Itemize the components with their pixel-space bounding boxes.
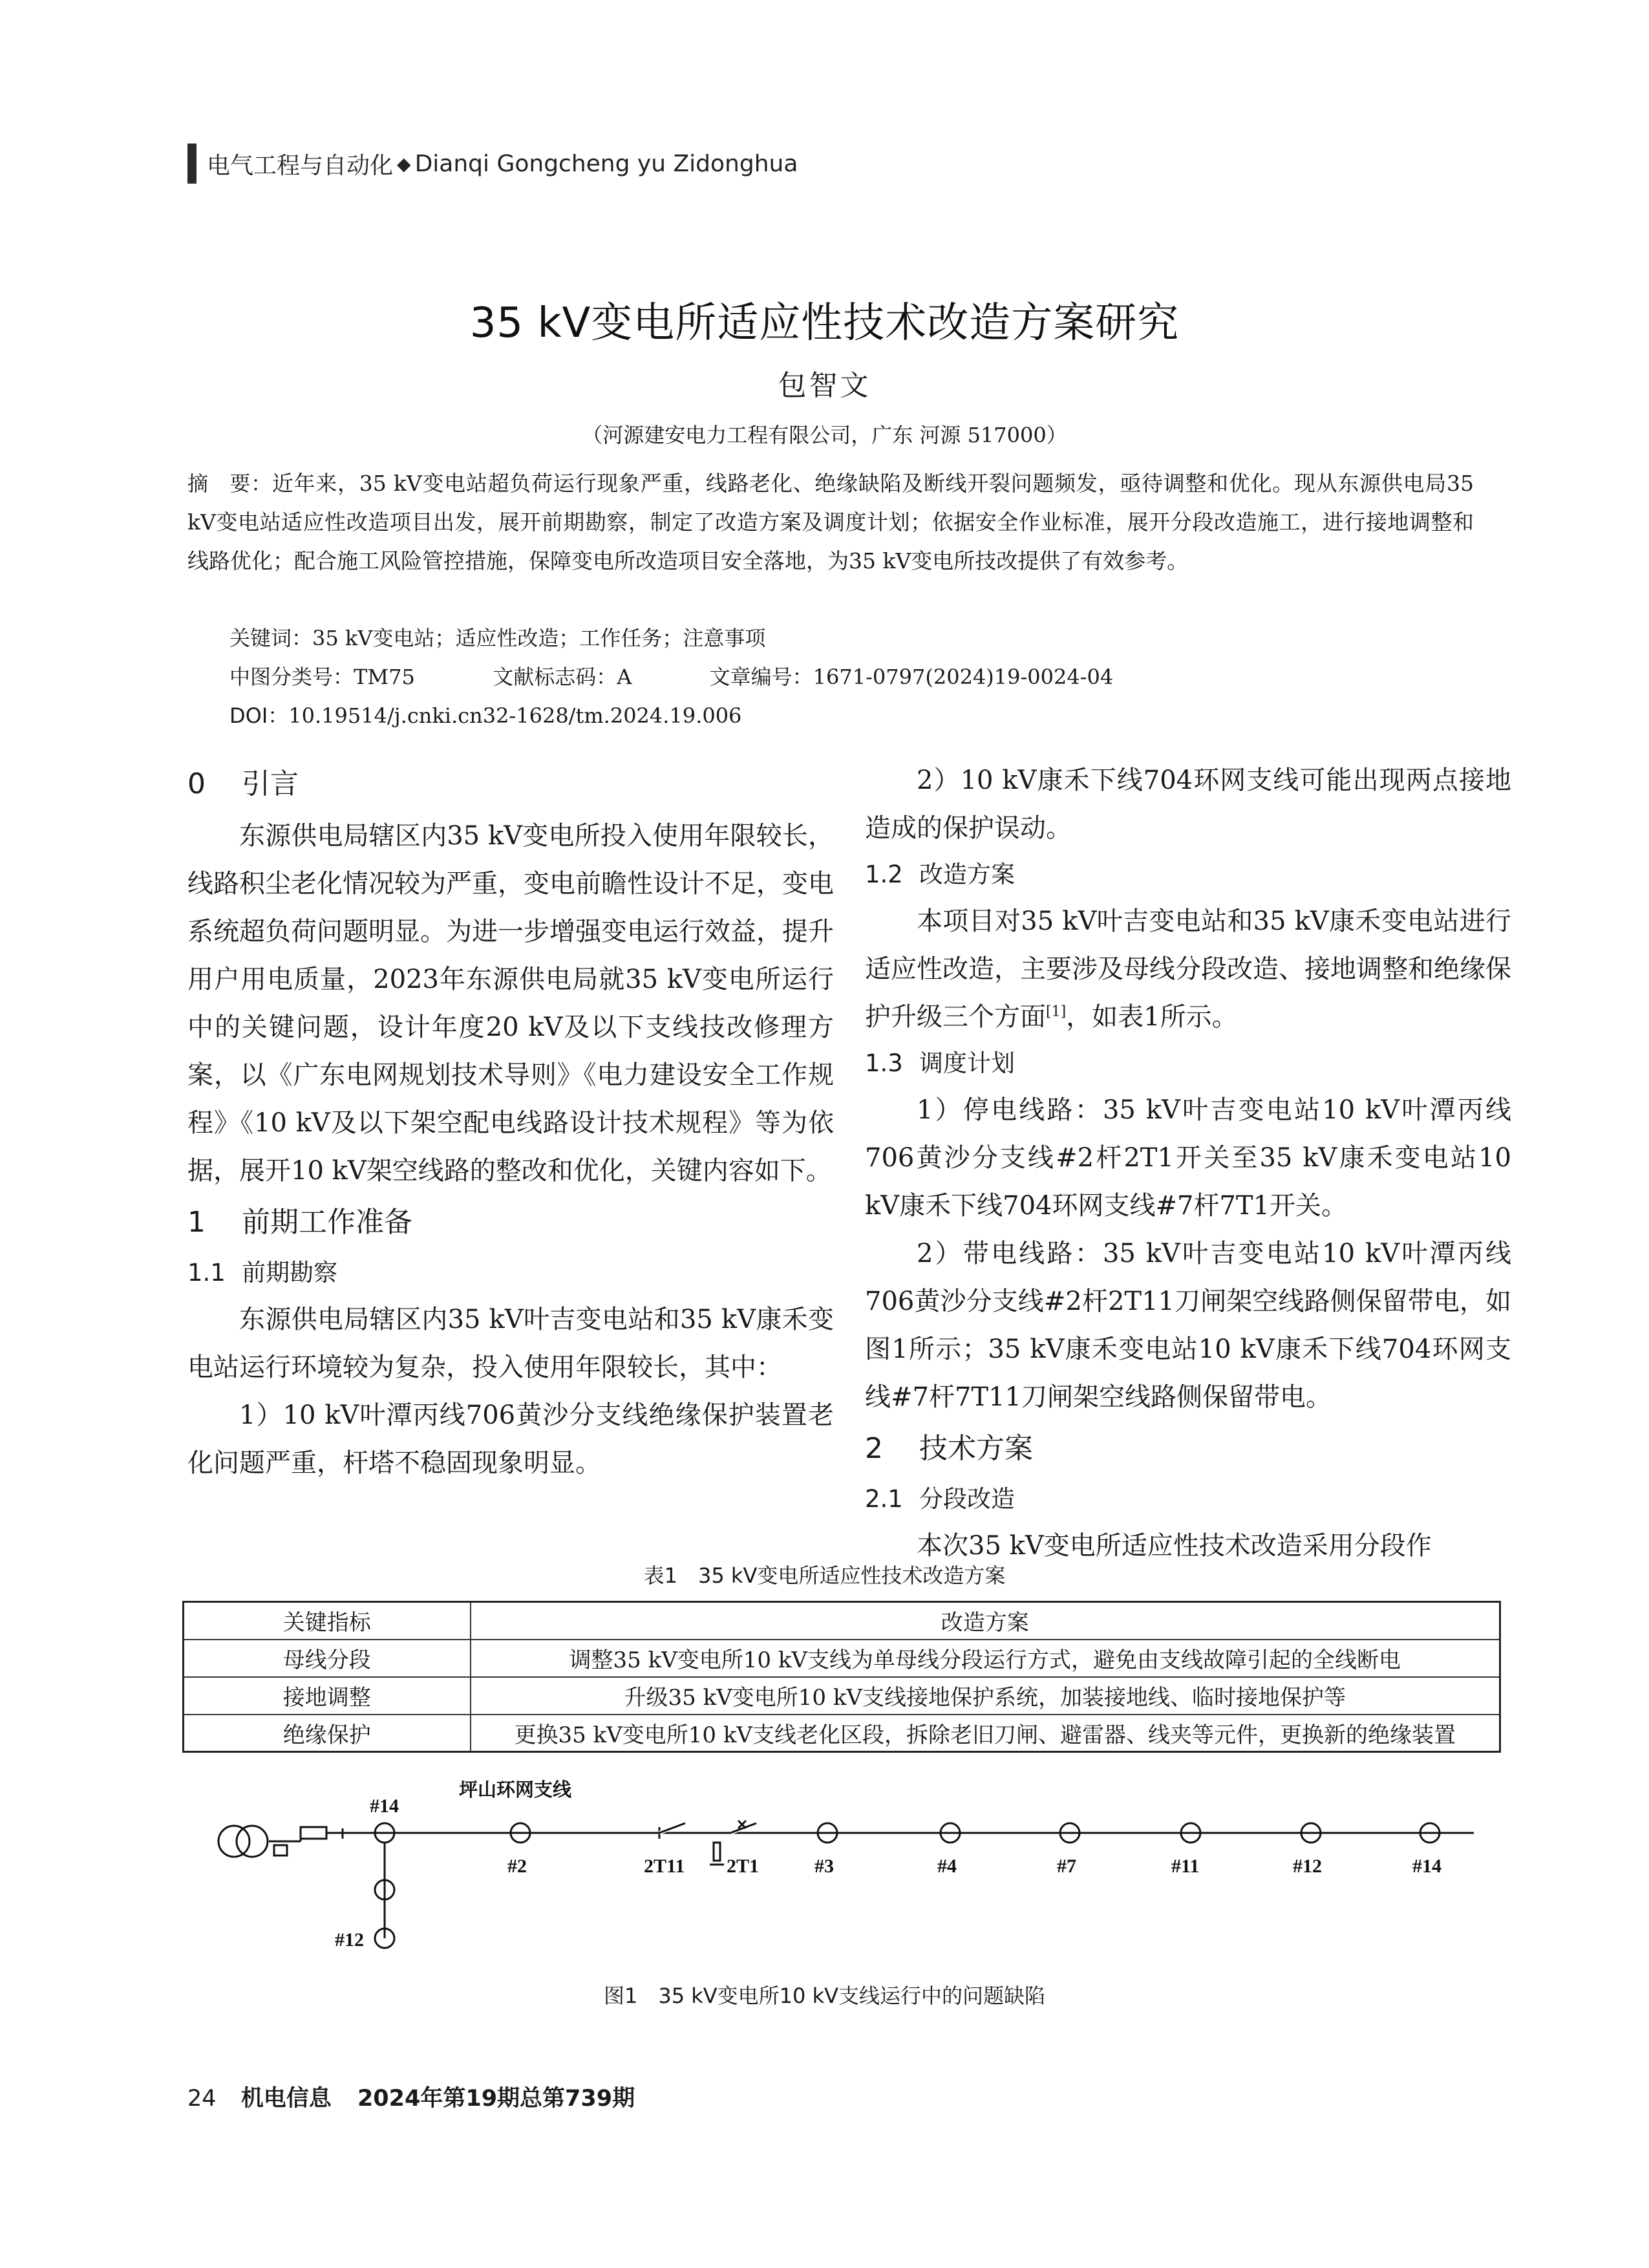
page-number: 24 <box>187 2086 217 2112</box>
pole-label: #12 <box>1293 1856 1322 1877</box>
breaker-icon <box>301 1827 326 1839</box>
keywords-text: 35 kV变电站；适应性改造；工作任务；注意事项 <box>312 626 766 650</box>
subsection-heading: 2.1 分段改造 <box>865 1485 1015 1513</box>
table-cell: 升级35 kV变电所10 kV支线接地保护系统，加装接地线、临时接地保护等 <box>471 1677 1500 1715</box>
classification <box>229 661 1113 690</box>
doi-label: DOI： <box>229 703 289 728</box>
left-column <box>187 756 834 1487</box>
data-table <box>182 1601 1501 1753</box>
table-cell: 绝缘保护 <box>184 1715 471 1752</box>
paragraph: 2）10 kV康禾下线704环网支线可能出现两点接地造成的保护误动。 <box>865 765 1511 843</box>
table-cell: 调整35 kV变电所10 kV支线为单母线分段运行方式，避免由支线故障引起的全线断电 <box>471 1640 1500 1677</box>
pole-label: #14 <box>1412 1856 1442 1877</box>
article-number-value: 1671-0797(2024)19-0024-04 <box>813 665 1114 689</box>
journal-name: 机电信息 <box>240 2086 332 2112</box>
section-heading: 0 引言 <box>187 767 299 800</box>
keywords-label: 关键词： <box>229 626 313 650</box>
pole-label: #3 <box>814 1856 834 1877</box>
doc-code-value: A <box>617 665 632 689</box>
paragraph: 2）带电线路：35 kV叶吉变电站10 kV叶潭丙线706黄沙分支线#2杆2T11刀闸架空线路侧保留带电，如图1所示；35 kV康禾变电站10 kV康禾下线704环网支线#7杆7T11刀闸架空线路侧保留带电。 <box>865 1239 1511 1412</box>
author: 包智文 <box>778 369 871 402</box>
paragraph: 东源供电局辖区内35 kV变电所投入使用年限较长，线路积尘老化情况较为严重，变电前瞻性设计不足，变电系统超负荷问题明显。为进一步增强变电运行效益，提升用户用电质量，2023年东源供电局就35 kV变电所运行中的关键问题，设计年度20 kV及以下支线技改修理方案，以《广东电网规划技术导则》《电力建设安全工作规程》《10 kV及以下架空配电线路设计技术规程》等为依据，展开10 kV架空线路的整改和优化，关键内容如下。 <box>187 821 834 1186</box>
switch-icon <box>730 1821 756 1833</box>
paragraph: 1）停电线路：35 kV叶吉变电站10 kV叶潭丙线706黄沙分支线#2杆2T1开关至35 kV康禾变电站10 kV康禾下线704环网支线#7杆7T1开关。 <box>865 1095 1511 1221</box>
subsection-heading: 1.2 改造方案 <box>865 861 1015 888</box>
citation-ref[interactable]: [1] <box>1046 1003 1067 1020</box>
table-cell: 接地调整 <box>184 1677 471 1715</box>
journal-name-en: Dianqi Gongcheng yu Zidonghua <box>414 150 798 177</box>
right-column <box>865 756 1511 1570</box>
pole-label: #7 <box>1057 1856 1076 1877</box>
table-cell: 母线分段 <box>184 1640 471 1677</box>
table-row <box>184 1640 1500 1677</box>
journal-name-cn: 电气工程与自动化 <box>207 152 394 179</box>
paragraph: 东源供电局辖区内35 kV叶吉变电站和35 kV康禾变电站运行环境较为复杂，投入使用年限较长，其中： <box>187 1305 834 1382</box>
line-name-label: 坪山环网支线 <box>459 1779 572 1801</box>
pole-label: #12 <box>335 1929 364 1951</box>
abstract <box>187 464 1474 581</box>
pole-label: #11 <box>1171 1856 1200 1877</box>
column-header: 关键指标 <box>184 1602 471 1640</box>
running-header <box>187 144 798 184</box>
switch-label: 2T11 <box>644 1856 685 1877</box>
section-heading: 1 前期工作准备 <box>187 1206 412 1239</box>
column-header: 改造方案 <box>471 1602 1500 1640</box>
doi-value: 10.19514/j.cnki.cn32-1628/tm.2024.19.006 <box>288 703 742 728</box>
section-heading: 2 技术方案 <box>865 1432 1033 1465</box>
clc-label: 中图分类号： <box>229 665 354 689</box>
table-header-row <box>184 1602 1500 1640</box>
article-number-label: 文章编号： <box>709 665 813 689</box>
doc-code-label: 文献标志码： <box>493 665 617 689</box>
page-footer <box>187 2081 635 2113</box>
header-bar <box>187 144 197 184</box>
table-cell: 更换35 kV变电所10 kV支线老化区段，拆除老旧刀闸、避雷器、线夹等元件，更换新的绝缘装置 <box>471 1715 1500 1752</box>
figure-caption: 图1 35 kV变电所10 kV支线运行中的问题缺陷 <box>604 1984 1045 2008</box>
table-row <box>184 1715 1500 1752</box>
affiliation: （河源建安电力工程有限公司，广东 河源 517000） <box>582 423 1067 447</box>
diamond-icon: ◆ <box>397 153 411 175</box>
abstract-label: 摘 要： <box>187 471 272 496</box>
single-line-diagram <box>187 1777 1506 1971</box>
abstract-text: 近年来，35 kV变电站超负荷运行现象严重，线路老化、绝缘缺陷及断线开裂问题频发，亟待调整和优化。现从东源供电局35 kV变电站适应性改造项目出发，展开前期勘察，制定了改造方案及调度计划；依据安全作业标准，展开分段改造施工，进行接地调整和线路优化；配合施工风险管控措施，保障变电所改造项目安全落地，为35 kV变电所技改提供了有效参考。 <box>187 471 1474 573</box>
pole-label: #4 <box>937 1856 957 1877</box>
table-caption: 表1 35 kV变电所适应性技术改造方案 <box>643 1563 1006 1588</box>
clc-value: TM75 <box>354 665 415 689</box>
switch-label: 2T1 <box>727 1856 760 1877</box>
doi <box>229 700 741 729</box>
paper-title: 35 kV变电所适应性技术改造方案研究 <box>469 299 1180 347</box>
keywords <box>229 622 765 652</box>
paragraph: 1）10 kV叶潭丙线706黄沙分支线绝缘保护装置老化问题严重，杆塔不稳固现象明显。 <box>187 1400 834 1478</box>
subsection-heading: 1.1 前期勘察 <box>187 1259 337 1287</box>
paragraph: 本项目对35 kV叶吉变电站和35 kV康禾变电站进行适应性改造，主要涉及母线分段改造、接地调整和绝缘保护升级三个方面[1]，如表1所示。 <box>865 906 1511 1032</box>
fuse-icon <box>710 1843 724 1865</box>
transformer-icon <box>218 1826 301 1857</box>
pole-label: #14 <box>370 1795 399 1817</box>
paragraph: 本次35 kV变电所适应性技术改造采用分段作 <box>917 1531 1432 1561</box>
subsection-heading: 1.3 调度计划 <box>865 1049 1015 1077</box>
pole-label: #2 <box>507 1856 527 1877</box>
table-row <box>184 1677 1500 1715</box>
disconnector-icon <box>659 1823 685 1839</box>
issue-info: 2024年第19期总第739期 <box>357 2086 635 2112</box>
